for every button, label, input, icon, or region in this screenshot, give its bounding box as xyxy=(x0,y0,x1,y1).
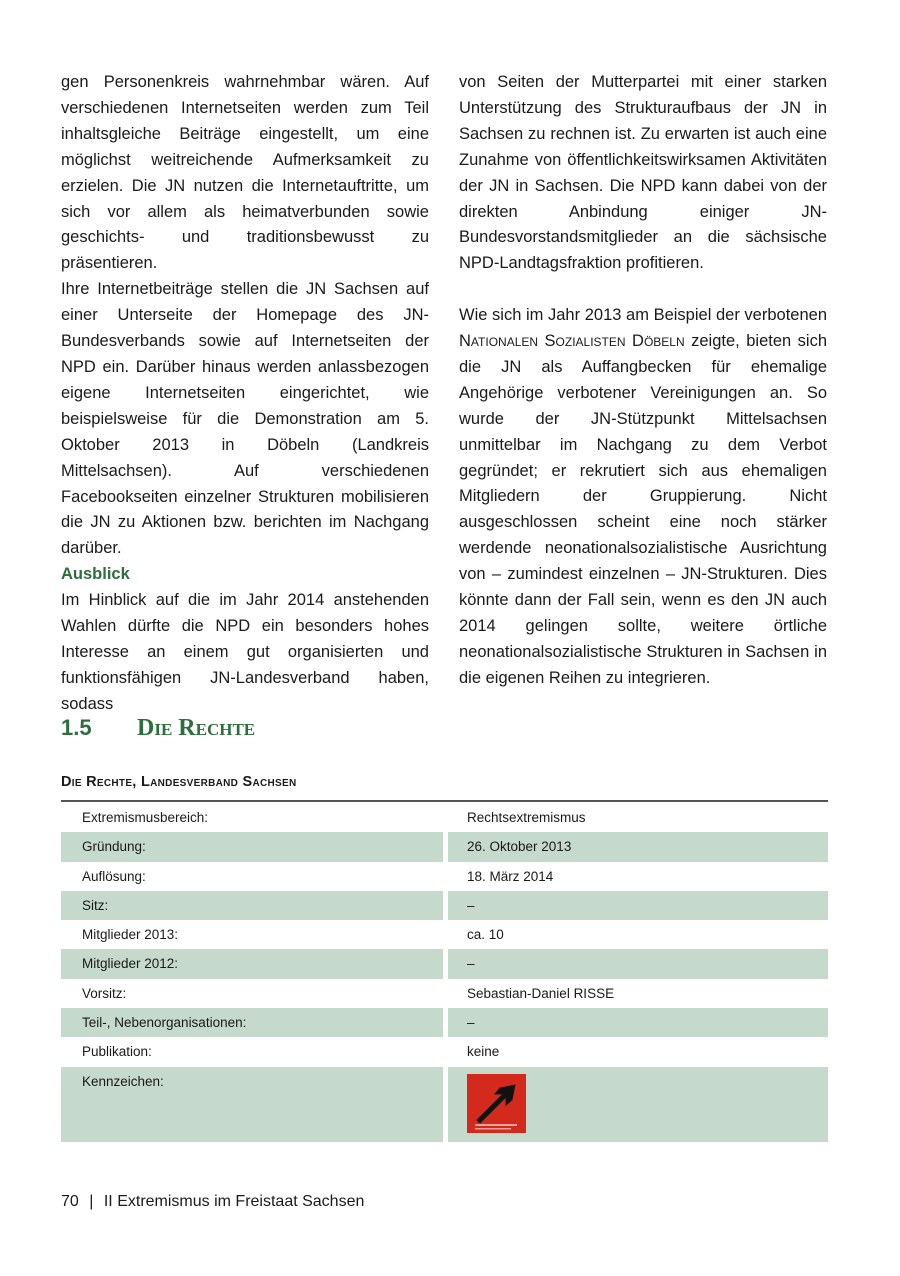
chapter-title: II Extremismus im Freistaat Sachsen xyxy=(103,1193,365,1210)
row-label: Sitz: xyxy=(61,891,443,920)
row-label: Auflösung: xyxy=(82,868,146,884)
right-paragraph-2-end: zeigte, bieten sich die JN als Auffangbecken für ehemalige Angehörige verbotener Vereinigungen an. So wurde der JN-Stützpunkt Mittelsachsen unmittelbar im Nachgang zu dem Verbot gegründet; er rekrutiert sich aus ehemaligen Mitgliedern der Gruppierung. Nicht ausgeschlossen scheint eine noch stärker werdende neonationalsozialistische Ausrichtung von – zumindest einzelnen – JN-Strukturen. Dies könnte dann der Fall sein, wenn es den JN auch 2014 gelingen sollte, weitere örtliche neonationalsozialistische Strukturen in Sachsen in die eigenen Reihen zu integrieren. xyxy=(459,332,828,687)
left-column xyxy=(61,70,429,718)
table-row xyxy=(61,979,828,1008)
right-paragraph-2 xyxy=(459,303,827,692)
row-value: 26. Oktober 2013 xyxy=(448,832,828,861)
subheading-ausblick: Ausblick xyxy=(61,565,130,584)
table-row xyxy=(61,1037,828,1066)
row-label: Gründung: xyxy=(61,832,443,861)
section-heading xyxy=(61,715,255,742)
section-number: 1.5 xyxy=(61,715,92,740)
page-footer xyxy=(61,1193,364,1211)
right-column xyxy=(459,70,827,692)
page-number: 70 xyxy=(61,1193,79,1210)
row-label: Kennzeichen: xyxy=(61,1067,443,1142)
row-label: Extremismusbereich: xyxy=(82,810,209,825)
table-title: Die Rechte, Landesverband Sachsen xyxy=(61,774,297,790)
table-top-rule xyxy=(61,800,828,802)
right-paragraph-2-start: Wie sich im Jahr 2013 am Beispiel der verbotenen xyxy=(459,306,827,325)
section-title: Die Rechte xyxy=(137,715,256,741)
row-value: Rechtsextremismus xyxy=(467,810,586,825)
table-row xyxy=(61,862,828,891)
organization-name: Nationalen Sozialisten Döbeln xyxy=(459,332,685,351)
row-value: – xyxy=(448,1008,828,1037)
table-row xyxy=(61,803,828,832)
right-paragraph-1: von Seiten der Mutterpartei mit einer starken Unterstützung des Strukturaufbaus der JN in Sachsen zu rechnen ist. Zu erwarten ist auch eine Zunahme von öffentlichkeitswirksamen Aktivitäten der JN in Sachsen. Die NPD kann dabei von der direkten Anbindung einiger JN-Bundesvorstandsmitglieder an die sächsische NPD-Landtagsfraktion profitieren. xyxy=(459,73,827,273)
table-row xyxy=(61,1067,828,1142)
left-paragraph-2: Ihre Internetbeiträge stellen die JN Sachsen auf einer Unterseite der Homepage des JN-Bundesverbands sowie auf Internetseiten der NPD ein. Darüber hinaus werden anlassbezogen eigene Internetseiten eingerichtet, wie beispielsweise für die Demonstration am 5. Oktober 2013 in Döbeln (Landkreis Mittelsachsen). Auf verschiedenen Facebookseiten einzelner Strukturen mobilisieren die JN zu Aktionen bzw. berichten im Nachgang darüber. xyxy=(61,280,429,558)
left-paragraph-3: Im Hinblick auf die im Jahr 2014 anstehenden Wahlen dürfte die NPD ein besonders hohes Interesse an einem gut organisierten und funktionsfähigen JN-Landesverband haben, sodass xyxy=(61,591,429,713)
row-label: Teil-, Nebenorganisationen: xyxy=(61,1008,443,1037)
row-label: Mitglieder 2013: xyxy=(82,927,179,943)
row-label: Vorsitz: xyxy=(82,985,127,1001)
row-value: – xyxy=(448,949,828,978)
left-paragraph-1: gen Personenkreis wahrnehmbar wären. Auf verschiedenen Internetseiten werden zum Teil inhaltsgleiche Beiträge eingestellt, um eine möglichst weitreichende Aufmerksamkeit zu erzielen. Die JN nutzen die Internetauftritte, um sich vor allem als heimatverbunden sowie geschichts- und traditionsbewusst zu präsentieren. xyxy=(61,73,429,273)
row-value: Sebastian-Daniel RISSE xyxy=(467,985,615,1001)
emblem-graphic xyxy=(467,1074,526,1133)
row-label: Publikation: xyxy=(82,1044,152,1060)
table-row xyxy=(61,891,828,920)
row-label: Mitglieder 2012: xyxy=(61,949,443,978)
footer-divider: | xyxy=(89,1193,94,1210)
table-row xyxy=(61,949,828,978)
row-value: 18. März 2014 xyxy=(467,868,554,884)
info-table xyxy=(61,803,828,1142)
row-value: keine xyxy=(467,1044,500,1060)
row-value xyxy=(448,1067,828,1142)
table-row xyxy=(61,832,828,861)
row-value: ca. 10 xyxy=(467,927,504,943)
table-row xyxy=(61,920,828,949)
row-value: – xyxy=(448,891,828,920)
arrow-up-right-icon xyxy=(467,1074,526,1133)
table-row xyxy=(61,1008,828,1037)
